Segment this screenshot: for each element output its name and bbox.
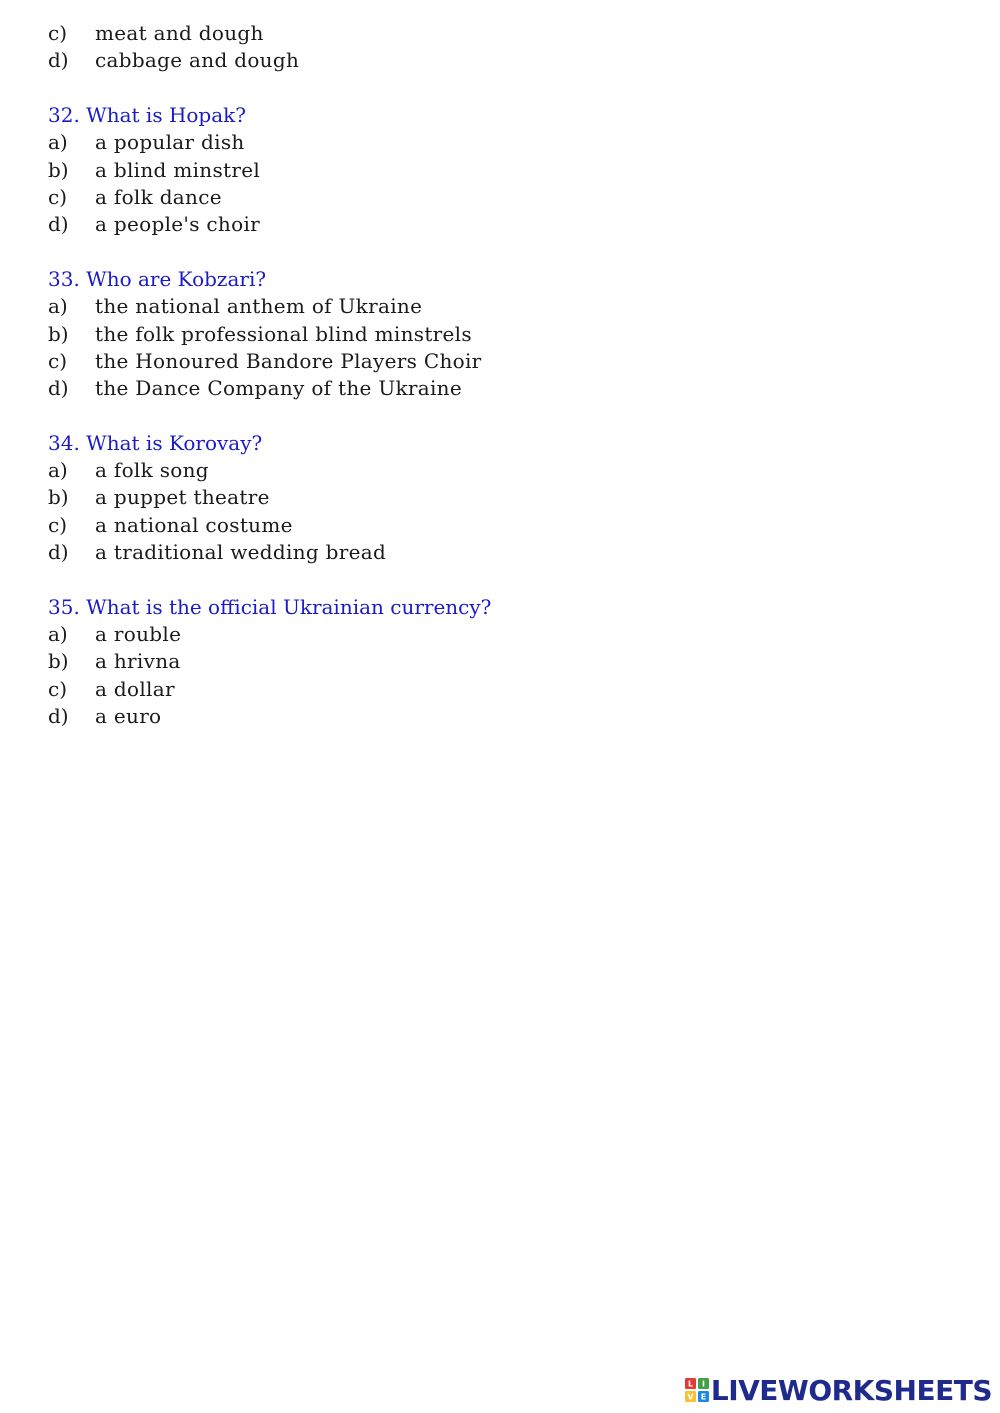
option-text: meat and dough (95, 21, 264, 45)
answer-option (48, 703, 948, 730)
svg-text:E: E (700, 1392, 707, 1402)
svg-text:I: I (701, 1379, 705, 1389)
answer-option (48, 648, 948, 675)
option-letter: b) (48, 649, 69, 674)
option-letter: d) (48, 540, 69, 565)
question-block-35 (48, 594, 948, 731)
option-letter: a) (48, 130, 68, 155)
answer-option (48, 621, 948, 648)
option-letter: d) (48, 212, 69, 237)
option-text: a euro (95, 704, 162, 729)
option-text: the Honoured Bandore Players Choir (95, 348, 482, 373)
option-letter: c) (48, 21, 68, 45)
option-text: a folk song (95, 458, 209, 483)
answer-option (48, 375, 948, 402)
question-title: 34. What is Korovay? (48, 430, 263, 455)
answer-option (48, 539, 948, 566)
option-letter: a) (48, 458, 68, 483)
question-block-31-continued (48, 20, 948, 75)
option-letter: d) (48, 376, 69, 401)
option-text: the folk professional blind minstrels (95, 321, 472, 346)
answer-option (48, 457, 948, 484)
option-letter: d) (48, 48, 69, 73)
option-letter: c) (48, 184, 68, 209)
worksheet (48, 20, 948, 758)
question-block-32 (48, 102, 948, 239)
option-text: a puppet theatre (95, 485, 270, 510)
option-text: a people's choir (95, 212, 260, 237)
option-text: a dollar (95, 676, 175, 701)
option-text: a folk dance (95, 184, 222, 209)
option-letter: b) (48, 321, 69, 346)
question-title: 32. What is Hopak? (48, 102, 246, 127)
option-text: the national anthem of Ukraine (95, 294, 423, 319)
option-letter: a) (48, 294, 68, 319)
answer-option (48, 512, 948, 539)
option-text: cabbage and dough (95, 48, 300, 73)
answer-option (48, 484, 948, 511)
answer-option (48, 211, 948, 238)
answer-option (48, 20, 948, 47)
liveworksheets-logo-icon (685, 1378, 709, 1402)
option-text: a national costume (95, 512, 293, 537)
option-letter: c) (48, 512, 68, 537)
answer-option (48, 676, 948, 703)
svg-text:L: L (687, 1379, 693, 1389)
option-text: a hrivna (95, 649, 181, 674)
option-text: a traditional wedding bread (95, 540, 387, 565)
option-text: the Dance Company of the Ukraine (95, 376, 463, 401)
brand-name: LIVEWORKSHEETS (710, 1373, 992, 1407)
answer-option (48, 157, 948, 184)
option-letter: b) (48, 157, 69, 182)
option-letter: c) (48, 676, 68, 701)
option-text: a rouble (95, 622, 182, 647)
answer-option (48, 184, 948, 211)
option-letter: c) (48, 348, 68, 373)
option-letter: a) (48, 622, 68, 647)
option-text: a blind minstrel (95, 157, 261, 182)
option-letter: d) (48, 704, 69, 729)
answer-option (48, 348, 948, 375)
answer-option (48, 47, 948, 74)
question-title: 35. What is the official Ukrainian currency? (48, 594, 492, 619)
question-title: 33. Who are Kobzari? (48, 266, 267, 291)
answer-option (48, 129, 948, 156)
svg-text:V: V (687, 1392, 694, 1402)
liveworksheets-brand[interactable] (685, 1375, 992, 1405)
answer-option (48, 293, 948, 320)
question-block-33 (48, 266, 948, 403)
option-letter: b) (48, 485, 69, 510)
question-block-34 (48, 430, 948, 567)
option-text: a popular dish (95, 130, 245, 155)
answer-option (48, 321, 948, 348)
